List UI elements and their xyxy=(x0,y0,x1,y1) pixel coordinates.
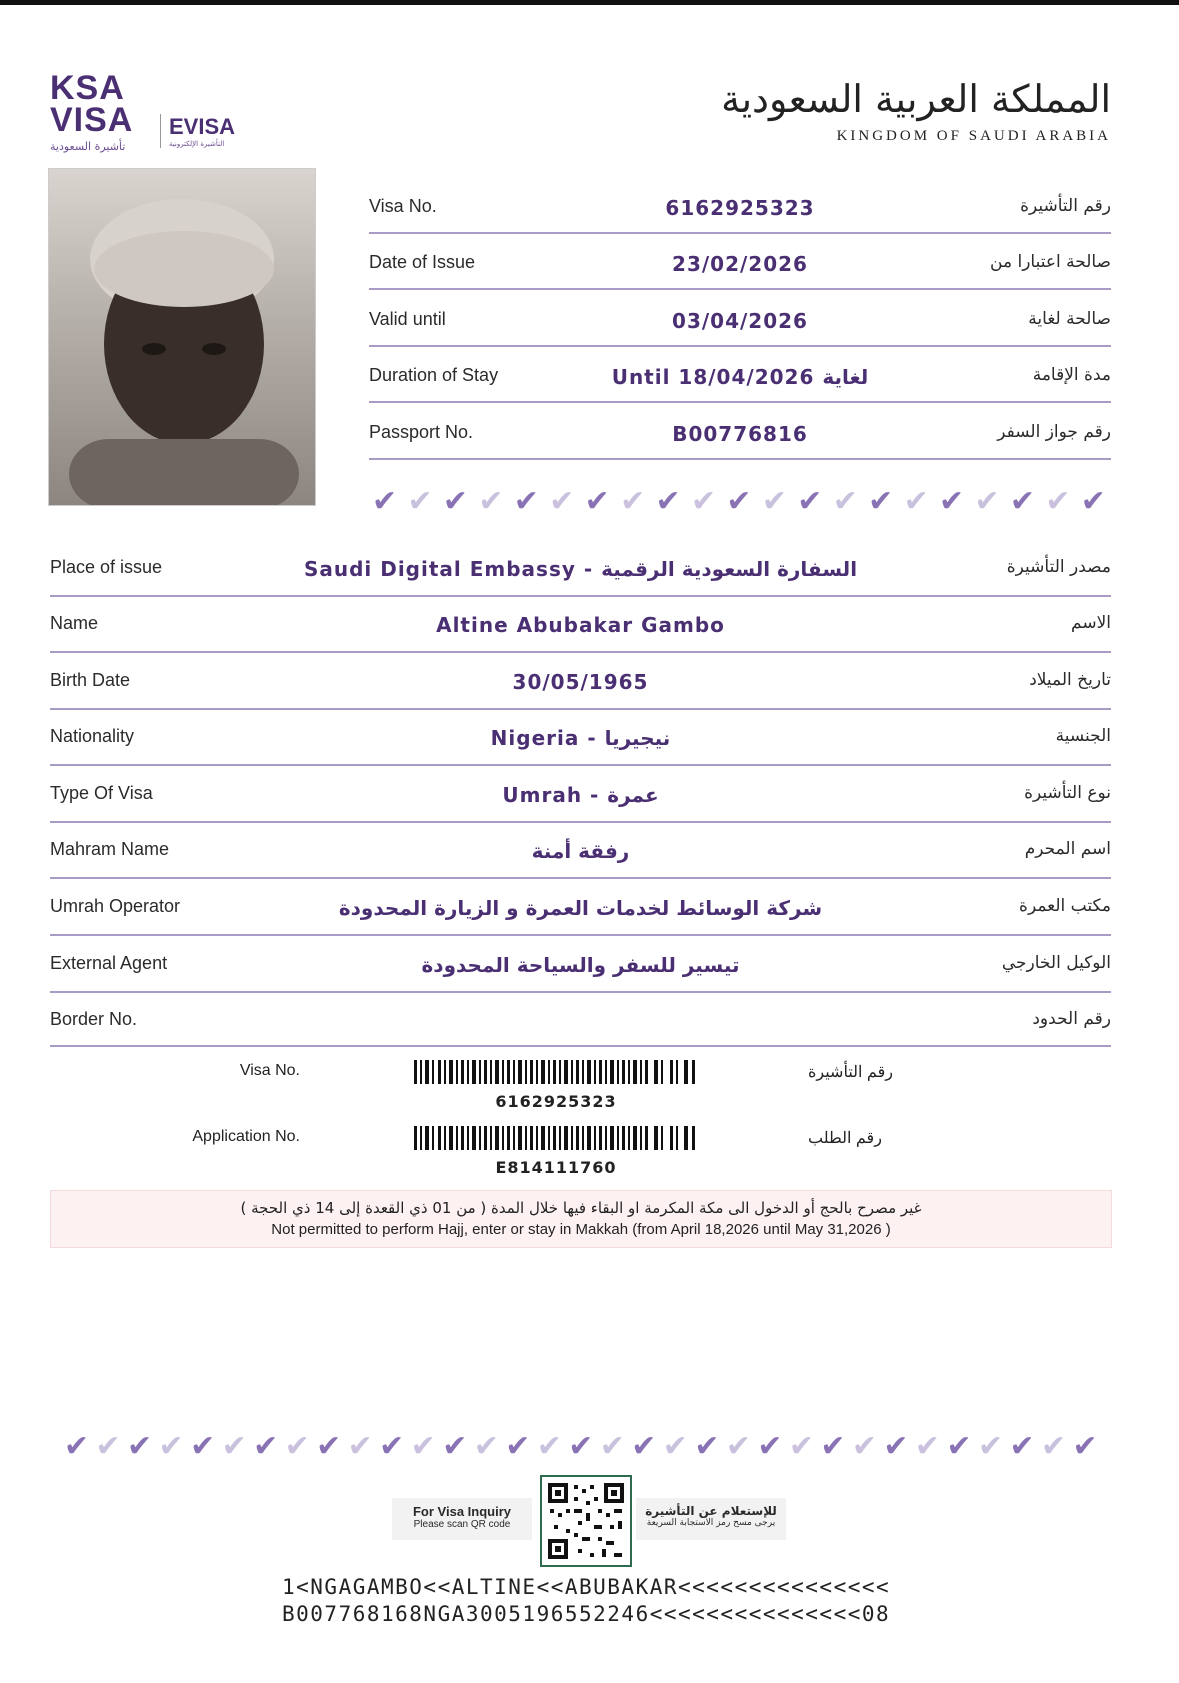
ksa-logo-line2: VISA xyxy=(50,101,134,139)
check-mark-icon: ✔ xyxy=(407,484,433,519)
barcode-label-ar: رقم الطلب xyxy=(808,1130,882,1147)
check-mark-icon: ✔ xyxy=(1009,484,1036,519)
field-label-ar: الجنسية xyxy=(1055,726,1111,746)
check-mark-icon: ✔ xyxy=(662,1429,688,1464)
evisa-logo xyxy=(160,114,235,148)
field-label-ar: صالحة لغاية xyxy=(1028,309,1111,329)
field-label-ar: تاريخ الميلاد xyxy=(1029,670,1111,690)
field-value: شركة الوسائط لخدمات العمرة و الزيارة المحدودة xyxy=(338,896,823,920)
check-mark-icon: ✔ xyxy=(410,1429,436,1464)
evisa-logo-text: EVISA xyxy=(169,114,236,139)
field-row xyxy=(50,668,1111,710)
check-mark-icon: ✔ xyxy=(946,1429,972,1464)
field-row xyxy=(50,894,1111,936)
check-mark-icon: ✔ xyxy=(655,484,681,519)
field-row xyxy=(50,611,1111,653)
check-mark-icon: ✔ xyxy=(599,1429,625,1464)
check-mark-icon: ✔ xyxy=(127,1429,153,1464)
barcode-number: E814111760 xyxy=(495,1158,617,1177)
field-label-en: Type Of Visa xyxy=(50,783,153,803)
check-mark-icon: ✔ xyxy=(478,484,504,519)
check-mark-icon: ✔ xyxy=(316,1429,342,1464)
check-mark-icon: ✔ xyxy=(725,1429,751,1464)
field-label-ar: صالحة اعتبارا من xyxy=(990,252,1111,272)
field-row xyxy=(50,781,1111,823)
check-mark-icon: ✔ xyxy=(253,1429,279,1464)
field-value: 23/02/2026 xyxy=(672,252,808,276)
field-label-ar: الوكيل الخارجي xyxy=(1001,953,1111,973)
field-value: Nigeria - نيجيريا xyxy=(490,726,671,750)
check-mark-icon: ✔ xyxy=(536,1429,562,1464)
holder-photo xyxy=(48,168,316,506)
check-mark-icon: ✔ xyxy=(797,484,823,519)
field-label-ar: مدة الإقامة xyxy=(1032,365,1111,385)
check-mark-icon: ✔ xyxy=(939,484,965,519)
check-divider-top xyxy=(372,485,1106,519)
field-label-en: Passport No. xyxy=(369,422,474,442)
inquiry-ar xyxy=(636,1498,786,1540)
field-label-en: Birth Date xyxy=(50,670,131,690)
field-label-en: Name xyxy=(50,613,99,633)
field-label-ar: اسم المحرم xyxy=(1024,839,1111,859)
field-value: 30/05/1965 xyxy=(512,670,649,694)
field-label-en: Visa No. xyxy=(369,196,437,216)
check-mark-icon: ✔ xyxy=(505,1429,531,1464)
check-mark-icon: ✔ xyxy=(1072,1429,1098,1464)
mrz-line-2: B007768168NGA3005196552246<<<<<<<<<<<<<<<08 xyxy=(282,1602,891,1626)
barcode-section xyxy=(180,1060,900,1180)
check-mark-icon: ✔ xyxy=(832,484,858,519)
field-label-en: Place of issue xyxy=(50,557,163,577)
check-mark-icon: ✔ xyxy=(1040,1429,1067,1464)
field-row xyxy=(50,837,1111,879)
check-mark-icon: ✔ xyxy=(95,1429,121,1464)
check-mark-icon: ✔ xyxy=(347,1429,373,1464)
field-value: Altine Abubakar Gambo xyxy=(436,613,725,637)
field-row xyxy=(50,951,1111,993)
check-mark-icon: ✔ xyxy=(568,1429,594,1464)
check-mark-icon: ✔ xyxy=(903,484,929,519)
qr-code-icon xyxy=(542,1477,630,1565)
visa-barcode xyxy=(414,1060,698,1084)
portrait-icon xyxy=(49,169,315,505)
check-mark-icon: ✔ xyxy=(974,484,1000,519)
check-mark-icon: ✔ xyxy=(914,1429,941,1464)
check-mark-icon: ✔ xyxy=(757,1429,783,1464)
check-mark-icon: ✔ xyxy=(190,1429,216,1464)
check-mark-icon: ✔ xyxy=(690,484,717,519)
field-label-ar: مصدر التأشيرة xyxy=(1006,557,1111,577)
inquiry-title-ar: للإستعلام عن التأشيرة xyxy=(645,1504,777,1518)
check-mark-icon: ✔ xyxy=(868,484,894,519)
application-barcode xyxy=(414,1126,698,1150)
check-mark-icon: ✔ xyxy=(1080,484,1106,519)
check-mark-icon: ✔ xyxy=(379,1429,405,1464)
field-label-ar: الاسم xyxy=(1071,613,1111,633)
field-label-ar: رقم الحدود xyxy=(1032,1009,1111,1029)
check-mark-icon: ✔ xyxy=(788,1429,814,1464)
field-row xyxy=(369,414,1111,460)
visa-qr-code[interactable] xyxy=(540,1475,632,1567)
field-value: 03/04/2026 xyxy=(672,309,808,333)
check-mark-icon: ✔ xyxy=(513,484,539,519)
field-label-en: Valid until xyxy=(369,309,446,329)
field-label-en: Border No. xyxy=(50,1009,138,1029)
field-label-en: Mahram Name xyxy=(50,839,170,859)
field-row xyxy=(369,244,1111,290)
kingdom-arabic: المملكة العربية السعودية xyxy=(721,77,1111,121)
ksa-logo-arabic: تأشيرة السعودية xyxy=(50,140,126,153)
check-mark-icon: ✔ xyxy=(1009,1429,1035,1464)
field-row xyxy=(369,188,1111,234)
notice-arabic: غير مصرح بالحج أو الدخول الى مكة المكرمة او البقاء فيها خلال المدة ( من 01 ذي القعدة إلى 14 ذي الحجة ) xyxy=(240,1199,922,1217)
field-label-en: Nationality xyxy=(50,726,135,746)
field-label-en: External Agent xyxy=(50,953,168,973)
field-label-en: Umrah Operator xyxy=(50,896,181,916)
check-mark-icon: ✔ xyxy=(549,484,575,519)
field-row xyxy=(50,1007,1111,1047)
barcode-label-en: Application No. xyxy=(192,1128,300,1145)
check-mark-icon: ✔ xyxy=(820,1429,846,1464)
check-mark-icon: ✔ xyxy=(851,1429,878,1464)
check-mark-icon: ✔ xyxy=(761,484,787,519)
barcode-label-ar: رقم التأشيرة xyxy=(808,1064,893,1081)
field-row xyxy=(369,357,1111,403)
check-mark-icon: ✔ xyxy=(726,484,752,519)
check-mark-icon: ✔ xyxy=(64,1429,90,1464)
top-border xyxy=(0,0,1179,5)
inquiry-sub-en: Please scan QR code xyxy=(413,1519,511,1530)
field-label-ar: رقم جواز السفر xyxy=(997,422,1111,442)
field-label-ar: مكتب العمرة xyxy=(1019,896,1111,916)
field-value: تيسير للسفر والسياحة المحدودة xyxy=(421,953,740,977)
ksa-visa-logo xyxy=(50,69,236,153)
field-label-en: Duration of Stay xyxy=(369,365,499,385)
check-mark-icon: ✔ xyxy=(158,1429,184,1464)
inquiry-title-en: For Visa Inquiry xyxy=(412,1504,511,1519)
field-value: B00776816 xyxy=(672,422,808,446)
inquiry-sub-ar: يرجى مسح رمز الاستجابة السريعة xyxy=(646,1518,776,1528)
evisa-logo-arabic: التأشيرة الإلكترونية xyxy=(169,140,225,148)
check-mark-icon: ✔ xyxy=(473,1429,499,1464)
check-mark-icon: ✔ xyxy=(284,1429,310,1464)
field-value: رفقة أمنة xyxy=(531,839,630,863)
check-mark-icon: ✔ xyxy=(1045,484,1071,519)
field-label-ar: رقم التأشيرة xyxy=(1020,196,1111,216)
barcode-label-en: Visa No. xyxy=(239,1062,300,1079)
field-value: Umrah - عمرة xyxy=(502,783,659,807)
mrz-line-1: 1<NGAGAMBO<<ALTINE<<ABUBAKAR<<<<<<<<<<<<<<< xyxy=(282,1575,891,1599)
field-value: Until 18/04/2026 لغاية xyxy=(611,365,869,389)
field-row xyxy=(369,301,1111,347)
check-mark-icon: ✔ xyxy=(977,1429,1004,1464)
check-divider-bottom xyxy=(64,1430,1098,1464)
check-mark-icon: ✔ xyxy=(442,484,469,519)
inquiry-en xyxy=(392,1498,532,1540)
barcode-number: 6162925323 xyxy=(495,1092,617,1111)
notice-english: Not permitted to perform Hajj, enter or stay in Makkah (from April 18,2026 until May 31,2026 ) xyxy=(271,1221,891,1238)
hajj-restriction-notice xyxy=(50,1190,1112,1248)
field-value: 6162925323 xyxy=(665,196,815,220)
field-label-en: Date of Issue xyxy=(369,252,476,272)
kingdom-english: KINGDOM OF SAUDI ARABIA xyxy=(836,128,1111,144)
check-mark-icon: ✔ xyxy=(221,1429,247,1464)
kingdom-emblem xyxy=(721,74,1111,145)
check-mark-icon: ✔ xyxy=(631,1429,657,1464)
field-row xyxy=(50,724,1111,766)
field-row xyxy=(50,555,1111,597)
field-label-ar: نوع التأشيرة xyxy=(1024,783,1111,803)
check-mark-icon: ✔ xyxy=(372,484,398,519)
field-value: Saudi Digital Embassy - السفارة السعودية الرقمية xyxy=(303,557,858,581)
ksa-logo-line1: KSA xyxy=(50,69,125,107)
check-mark-icon: ✔ xyxy=(584,484,610,519)
check-mark-icon: ✔ xyxy=(620,484,646,519)
check-mark-icon: ✔ xyxy=(883,1429,909,1464)
check-mark-icon: ✔ xyxy=(442,1429,468,1464)
check-mark-icon: ✔ xyxy=(694,1429,720,1464)
